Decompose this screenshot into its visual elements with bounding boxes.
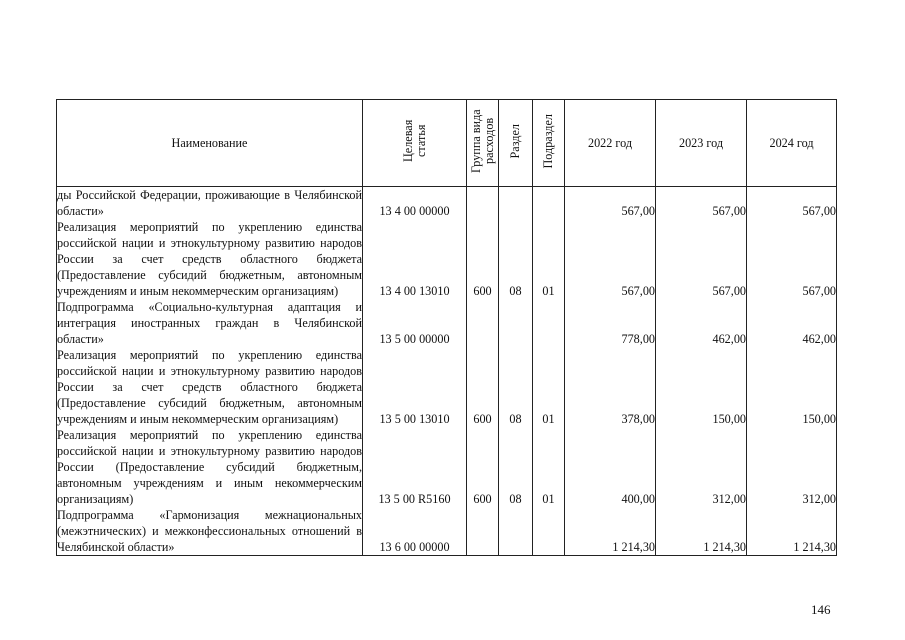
row-expense-group-cell: 600 bbox=[467, 347, 499, 427]
row-subsection-cell bbox=[533, 187, 565, 220]
row-2024-cell: 567,00 bbox=[747, 187, 837, 220]
row-2023-cell: 150,00 bbox=[656, 347, 747, 427]
header-expense-group-label: Группа вида расходов bbox=[468, 109, 496, 173]
row-subsection-cell: 01 bbox=[533, 347, 565, 427]
table-row bbox=[57, 427, 837, 507]
header-section bbox=[499, 100, 533, 187]
row-subsection-cell: 01 bbox=[533, 427, 565, 507]
row-name-cell: Реализация мероприятий по укреплению единства российской нации и этнокультурному развитию народов России за счет средств областного бюджета (Предоставление субсидий бюджетным, автономным учреждениям и иным некоммерческим организациям) bbox=[57, 220, 362, 298]
row-2024-cell: 150,00 bbox=[747, 347, 837, 427]
row-2022-cell: 567,00 bbox=[565, 219, 656, 299]
header-target-article-label: Целевая статья bbox=[400, 119, 428, 163]
row-section-cell: 08 bbox=[499, 427, 533, 507]
row-section-cell: 08 bbox=[499, 347, 533, 427]
row-2024-cell: 1 214,30 bbox=[747, 507, 837, 556]
row-2022-cell: 1 214,30 bbox=[565, 507, 656, 556]
row-2023-cell: 312,00 bbox=[656, 427, 747, 507]
row-expense-group-cell: 600 bbox=[467, 427, 499, 507]
table-row bbox=[57, 507, 837, 556]
row-name-cell: Подпрограмма «Социально-культурная адаптация и интеграция иностранных граждан в Челябинской области» bbox=[57, 300, 362, 346]
header-name: Наименование bbox=[57, 100, 363, 187]
header-2022: 2022 год bbox=[565, 100, 656, 187]
page-number: 146 bbox=[811, 602, 831, 617]
row-2022-cell: 778,00 bbox=[565, 299, 656, 347]
row-2023-cell: 462,00 bbox=[656, 299, 747, 347]
row-2022-cell: 378,00 bbox=[565, 347, 656, 427]
row-2023-cell: 567,00 bbox=[656, 219, 747, 299]
row-2022-cell: 400,00 bbox=[565, 427, 656, 507]
budget-table bbox=[56, 99, 837, 556]
row-target-article-cell: 13 4 00 00000 bbox=[363, 187, 467, 220]
row-2024-cell: 462,00 bbox=[747, 299, 837, 347]
row-2023-cell: 1 214,30 bbox=[656, 507, 747, 556]
row-target-article-cell: 13 6 00 00000 bbox=[363, 507, 467, 556]
row-section-cell bbox=[499, 507, 533, 556]
row-target-article-cell: 13 5 00 13010 bbox=[363, 347, 467, 427]
row-section-cell: 08 bbox=[499, 219, 533, 299]
table-row bbox=[57, 187, 837, 220]
row-expense-group-cell bbox=[467, 187, 499, 220]
row-name-cell: ды Российской Федерации, проживающие в Челябинской области» bbox=[57, 188, 362, 218]
row-expense-group-cell: 600 bbox=[467, 219, 499, 299]
row-name-cell: Реализация мероприятий по укреплению единства российской нации и этнокультурному развитию народов России за счет средств областного бюджета (Предоставление субсидий бюджетным, автономным учреждениям и иным некоммерческим организациям) bbox=[57, 348, 362, 426]
table-header-row bbox=[57, 100, 837, 187]
row-2024-cell: 312,00 bbox=[747, 427, 837, 507]
row-2022-cell: 567,00 bbox=[565, 187, 656, 220]
row-target-article-cell: 13 4 00 13010 bbox=[363, 219, 467, 299]
header-subsection-label: Подраздел bbox=[541, 113, 555, 169]
row-name-cell: Реализация мероприятий по укреплению единства российской нации и этнокультурному развитию народов России (Предоставление субсидий бюджетным, автономным учреждениям и иным некоммерческим организациям) bbox=[57, 428, 362, 506]
table-row bbox=[57, 299, 837, 347]
row-expense-group-cell bbox=[467, 299, 499, 347]
row-subsection-cell: 01 bbox=[533, 219, 565, 299]
table-row bbox=[57, 219, 837, 299]
header-target-article bbox=[363, 100, 467, 187]
header-expense-group bbox=[467, 100, 499, 187]
header-2023: 2023 год bbox=[656, 100, 747, 187]
row-2023-cell: 567,00 bbox=[656, 187, 747, 220]
header-section-label: Раздел bbox=[508, 123, 522, 159]
row-target-article-cell: 13 5 00 00000 bbox=[363, 299, 467, 347]
row-section-cell bbox=[499, 187, 533, 220]
row-name-cell: Подпрограмма «Гармонизация межнациональных (межэтнических) и межконфессиональных отношений в Челябинской области» bbox=[57, 508, 362, 554]
row-target-article-cell: 13 5 00 R5160 bbox=[363, 427, 467, 507]
row-2024-cell: 567,00 bbox=[747, 219, 837, 299]
row-subsection-cell bbox=[533, 507, 565, 556]
table-row bbox=[57, 347, 837, 427]
header-subsection bbox=[533, 100, 565, 187]
header-2024: 2024 год bbox=[747, 100, 837, 187]
row-subsection-cell bbox=[533, 299, 565, 347]
row-section-cell bbox=[499, 299, 533, 347]
row-expense-group-cell bbox=[467, 507, 499, 556]
